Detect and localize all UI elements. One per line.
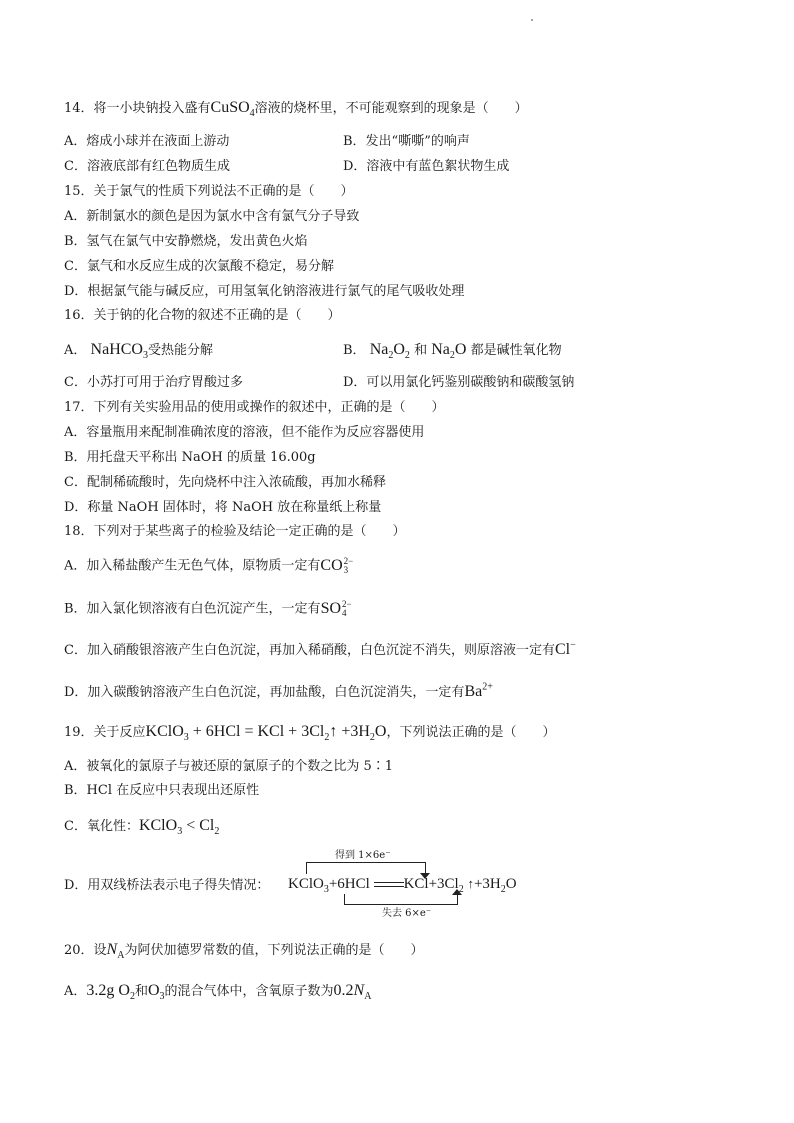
electron-loss-label: 失去 6×e⁻ [382, 908, 432, 919]
q17-stem: 17．下列有关实验用品的使用或操作的叙述中，正确的是（ ） [64, 400, 445, 415]
q16-option-c: C．小苏打可用于治疗胃酸过多 [64, 375, 243, 390]
q19-option-c: C．氧化性：KClO$_3$ < $Cl_2$ [64, 817, 220, 838]
q14-option-b: B．发出“嘶嘶”的响声 [343, 134, 470, 149]
q19-equation: KClO$_3$ + 6HCl = KCl + $3Cl_2↑ +3H_2O$ [145, 723, 387, 744]
q14-stem-text-2: 溶液的烧杯里，不可能观察到的现象是（ ） [254, 101, 528, 116]
q19-option-d-label: D．用双线桥法表示电子得失情况： [64, 878, 270, 893]
q18-option-c: C．加入硝酸银溶液产生白色沉淀，再加入稀硝酸，白色沉淀不消失，则原溶液一定有Cl− [64, 639, 576, 658]
q19-option-b: B．HCl 在反应中只表现出还原性 [64, 783, 260, 798]
q14-option-d: D．溶液中有蓝色絮状物生成 [343, 159, 510, 174]
q15-option-d: D．根据氯气能与碱反应，可用氢氧化钠溶液进行氯气的尾气吸收处理 [64, 284, 465, 299]
q20-stem: 20．设$N_A$为阿伏加德罗常数的值，下列说法正确的是（ ） [64, 941, 424, 962]
q17-option-a: A．容量瓶用来配制准确浓度的溶液，但不能作为反应容器使用 [64, 425, 425, 440]
q19-stem: 19．关于反应KClO$_3$ + 6HCl = KCl + $3Cl_2↑ +3H_2O$，下列说法正确的是（ ） [64, 723, 556, 744]
q19-option-a: A．被氧化的氯原子与被还原的氯原子的个数之比为 5∶1 [64, 759, 394, 774]
q15-stem: 15．关于氯气的性质下列说法不正确的是（ ） [64, 184, 354, 199]
q15-option-a: A．新制氯水的颜色是因为氯水中含有氯气分子导致 [64, 209, 360, 224]
q15-option-b: B．氢气在氯气中安静燃烧，发出黄色火焰 [64, 234, 308, 249]
q19-option-d-equation: KClO$_3$+6HCl $KCl+3Cl_2$ $↑+3H_2O$ [288, 876, 517, 895]
q18-option-d: D．加入碳酸钠溶液产生白色沉淀，再加盐酸，白色沉淀消失，一定有$Ba^{2+}$ [64, 681, 493, 700]
equals-sign [374, 882, 404, 887]
q16-option-a: A． NaHCO$_3$受热能分解 [64, 341, 213, 362]
q17-option-d: D．称量 NaOH 固体时，将 NaOH 放在称量纸上称量 [64, 500, 382, 515]
electron-loss-bracket [344, 894, 458, 905]
electron-gain-bracket [306, 862, 426, 874]
q17-option-b: B．用托盘天平称出 NaOH 的质量 16.00g [64, 450, 316, 465]
q18-option-b: B．加入氯化钡溶液有白色沉淀产生，一定有SO 2− 4 [64, 599, 352, 618]
scan-dot [531, 19, 533, 21]
q16-option-d: D．可以用氯化钙鉴别碳酸钠和碳酸氢钠 [343, 375, 575, 390]
q16-option-b: B． $Na_2O_2$ 和 $Na_2O$ 都是碱性氧化物 [343, 341, 562, 362]
q17-option-c: C．配制稀硫酸时，先向烧杯中注入浓硫酸，再加水稀释 [64, 475, 386, 490]
loss-arrowhead-icon [452, 889, 462, 895]
q18-stem: 18．下列对于某些离子的检验及结论一定正确的是（ ） [64, 524, 406, 539]
q14-option-a: A．熔成小球并在液面上游动 [64, 134, 230, 149]
q14-stem-text: 14．将一小块钠投入盛有 [64, 101, 211, 116]
q20-option-a: A．3.2g $O_2$和$O_3$的混合气体中，含氧原子数为$0.2N_A$ [64, 982, 372, 1003]
q16-stem: 16．关于钠的化合物的叙述不正确的是（ ） [64, 308, 341, 323]
q14-formula: CuSO$_4$ [210, 99, 255, 120]
q14-stem [64, 99, 528, 120]
electron-gain-label: 得到 1×6e⁻ [335, 850, 391, 861]
q18-option-a: A．加入稀盐酸产生无色气体，原物质一定有CO 2− 3 [64, 556, 354, 575]
q15-option-c: C．氯气和水反应生成的次氯酸不稳定，易分解 [64, 259, 334, 274]
q14-option-c: C．溶液底部有红色物质生成 [64, 159, 230, 174]
